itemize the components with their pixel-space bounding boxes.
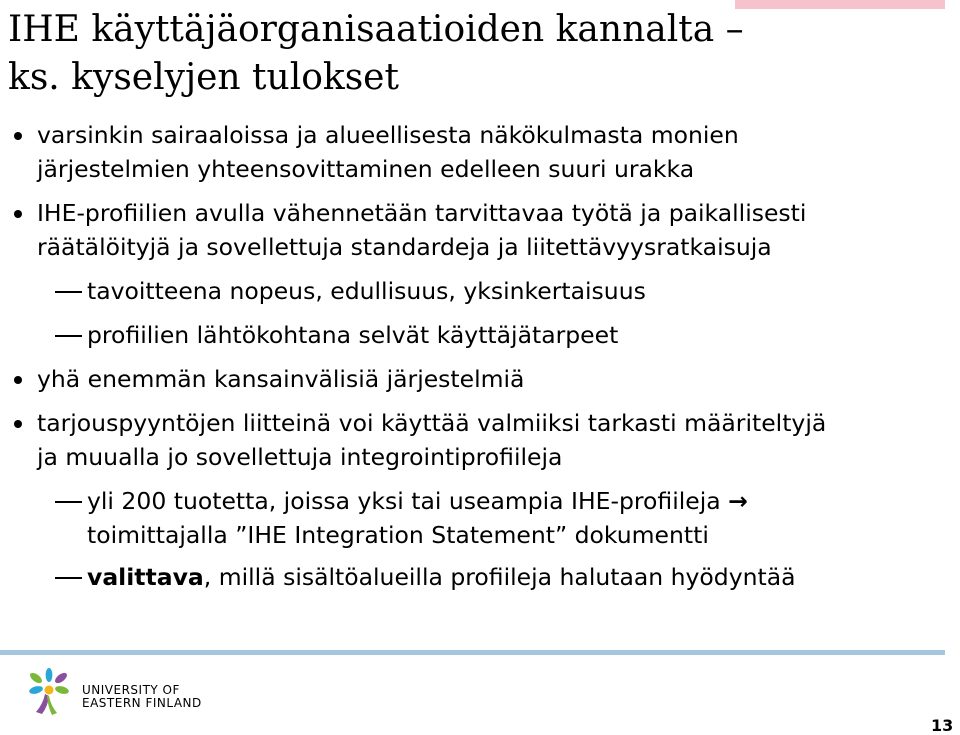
slide-title-line1: IHE käyttäjäorganisaatioiden kannalta – (8, 9, 744, 50)
right-arrow-icon: → (728, 487, 748, 515)
subbullet-user-needs: profiilien lähtökohtana selvät käyttäjätarpeet (10, 318, 910, 352)
page-number: 13 (931, 716, 954, 735)
bullet-tenders: tarjouspyyntöjen liitteinä voi käyttää valmiiksi tarkasti määriteltyjä ja muualla jo sovellettuja integrointiprofiileja (10, 406, 910, 474)
slide-title-line2: ks. kyselyjen tulokset (8, 57, 399, 98)
bullet-ihe-profiles: IHE-profiilien avulla vähennetään tarvittavaa työtä ja paikallisesti räätälöityjä ja sovellettuja standardeja ja liitettävyysratkaisuja (10, 196, 910, 264)
subbullet-goal: tavoitteena nopeus, edullisuus, yksinkertaisuus (10, 274, 910, 308)
university-logo-icon (22, 668, 82, 718)
subbullet-products: yli 200 tuotetta, joissa yksi tai useampia IHE-profiileja → toimittajalla ”IHE Integration Statement” dokumentti (10, 484, 910, 552)
bullet-integration: varsinkin sairaaloissa ja alueellisesta näkökulmasta monien järjestelmien yhteensovittaminen edelleen suuri urakka (10, 118, 910, 186)
bullet-international: yhä enemmän kansainvälisiä järjestelmiä (10, 362, 910, 396)
university-name: UNIVERSITY OF EASTERN FINLAND (82, 683, 202, 710)
emphasis-valittava: valittava (87, 563, 204, 591)
slide-title (8, 6, 908, 102)
slide-content (10, 118, 910, 594)
subbullet-selectable: valittava, millä sisältöalueilla profiileja halutaan hyödyntää (10, 560, 910, 594)
bottom-decorative-rule (0, 650, 945, 655)
